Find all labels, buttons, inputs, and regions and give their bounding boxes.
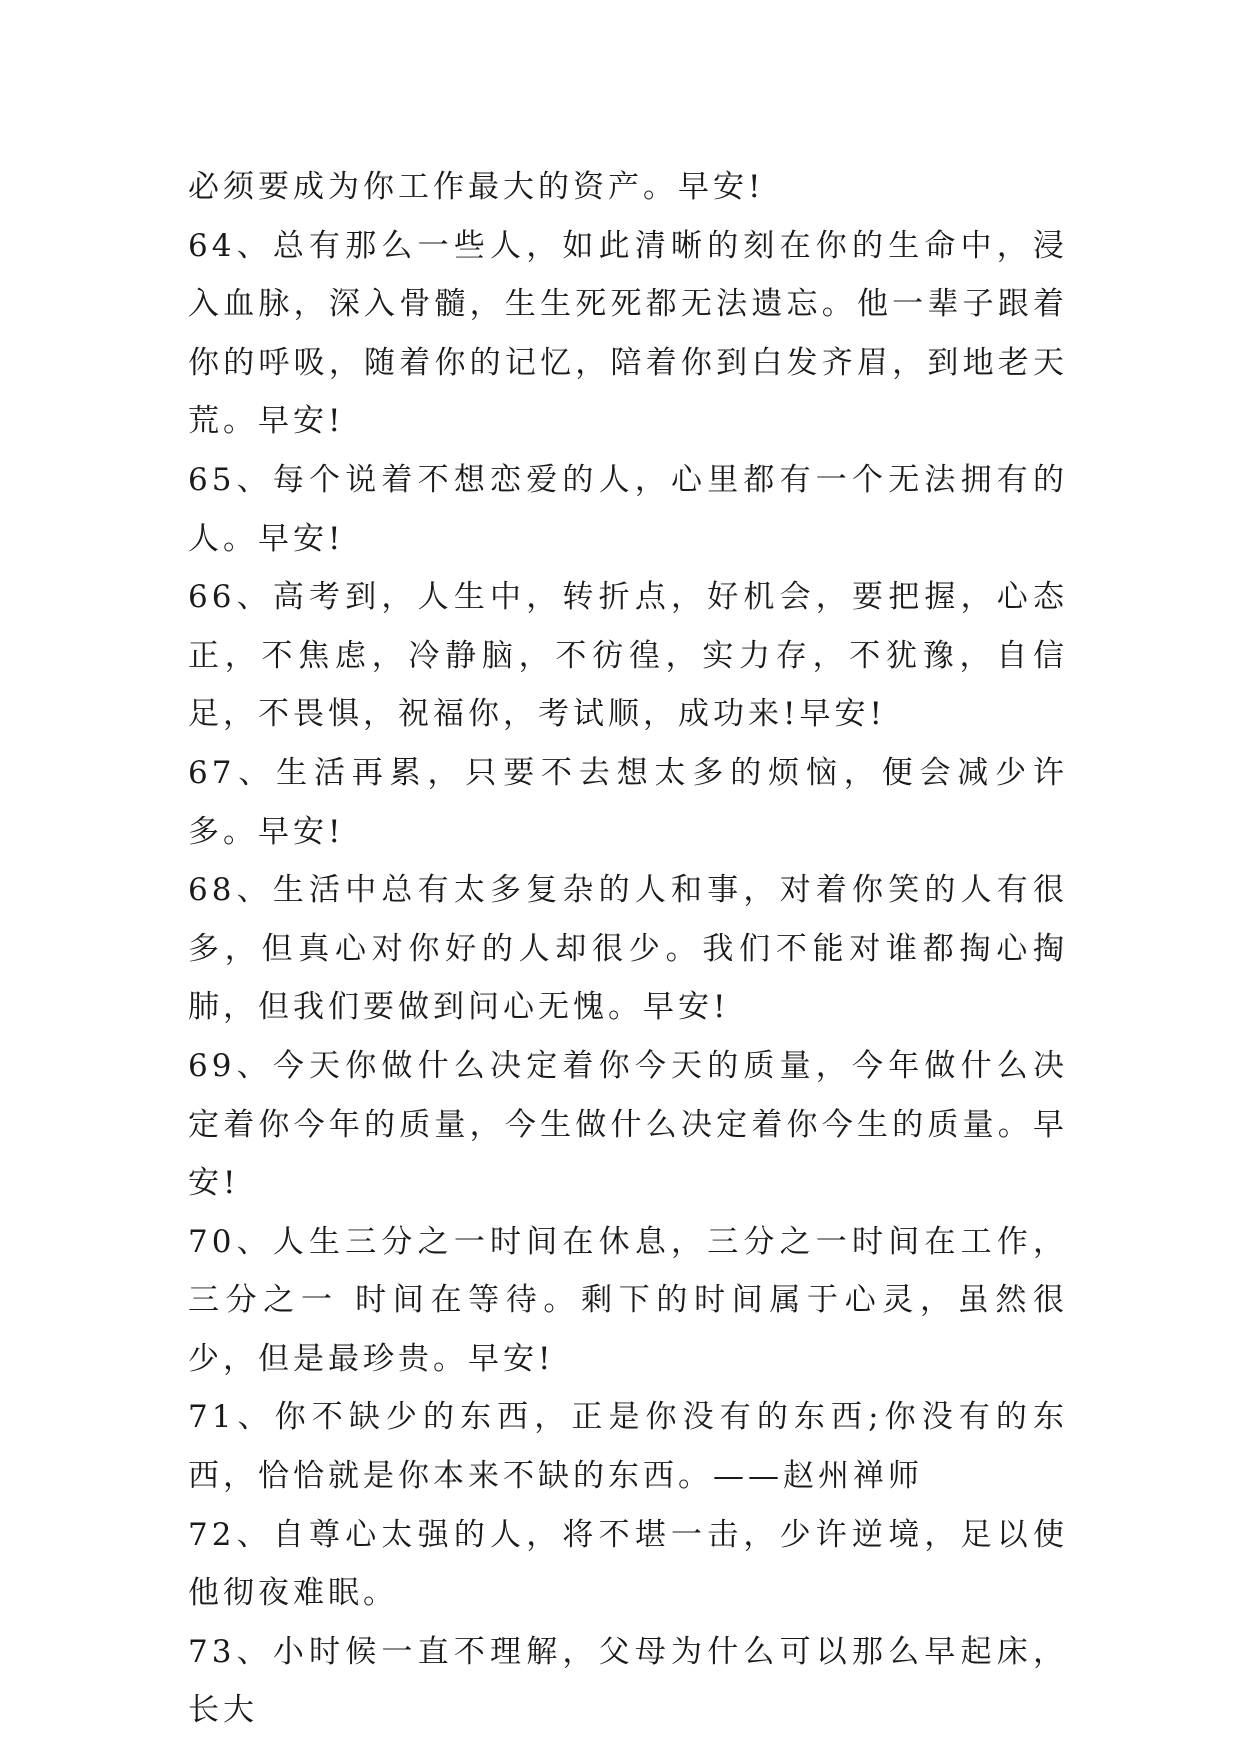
document-body: [188, 158, 1068, 1740]
paragraph-65: 65、每个说着不想恋爱的人，心里都有一个无法拥有的人。早安!: [188, 461, 1068, 557]
paragraph-69: 69、今天你做什么决定着你今天的质量，今年做什么决定着你今年的质量，今生做什么决定着你今生的质量。早安!: [188, 1047, 1068, 1202]
paragraph-71: 71、你不缺少的东西，正是你没有的东西;你没有的东西，恰恰就是你本来不缺的东西。——赵州禅师: [188, 1399, 1068, 1495]
paragraph-73: 73、小时候一直不理解，父母为什么可以那么早起床，长大: [188, 1633, 1068, 1729]
paragraph-67: 67、生活再累，只要不去想太多的烦恼，便会减少许多。早安!: [188, 754, 1068, 850]
paragraph-72: 72、自尊心太强的人，将不堪一击，少许逆境，足以使他彻夜难眠。: [188, 1516, 1068, 1612]
paragraph-68: 68、生活中总有太多复杂的人和事，对着你笑的人有很多，但真心对你好的人却很少。我们不能对谁都掏心掏肺，但我们要做到问心无愧。早安!: [188, 872, 1068, 1026]
paragraph-66: 66、高考到，人生中，转折点，好机会，要把握，心态正，不焦虑，冷静脑，不彷徨，实力存，不犹豫，自信足，不畏惧，祝福你，考试顺，成功来!早安!: [188, 579, 1068, 733]
paragraph-64: 64、总有那么一些人，如此清晰的刻在你的生命中，浸入血脉，深入骨髓，生生死死都无法遗忘。他一辈子跟着你的呼吸，随着你的记忆，陪着你到白发齐眉，到地老天荒。早安!: [188, 227, 1068, 440]
paragraph-continuation: 必须要成为你工作最大的资产。早安!: [188, 169, 765, 205]
paragraph-70: 70、人生三分之一时间在休息，三分之一时间在工作，三分之一 时间在等待。剩下的时间属于心灵，虽然很少，但是最珍贵。早安!: [188, 1223, 1068, 1377]
